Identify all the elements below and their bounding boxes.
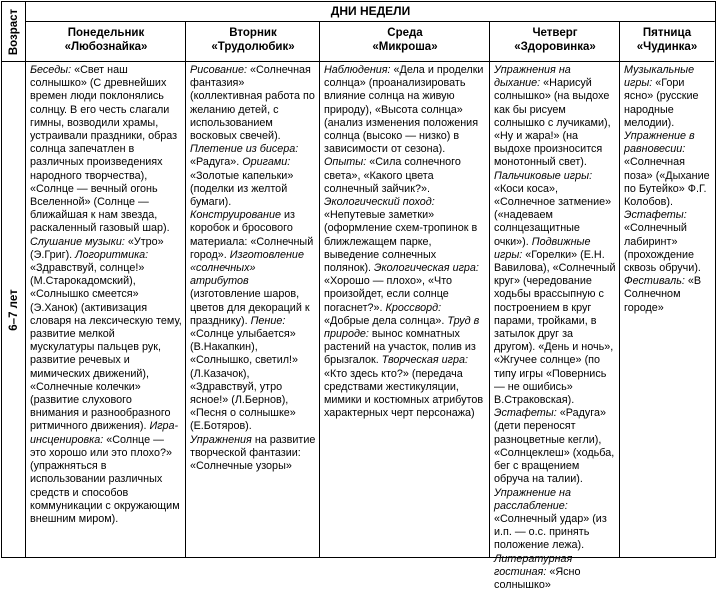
activity-heading: Опыты: [324, 156, 367, 169]
age-value-cell [2, 62, 26, 557]
table-title: ДНИ НЕДЕЛИ [26, 2, 715, 22]
day-name: Пятница [642, 27, 692, 39]
activity-text: из коробок и бросового материала: «Солнечный город». [190, 209, 314, 261]
activity-text: «Гори ясно» (русские народные мелодии). [624, 77, 699, 129]
activity-text: «Хорошо — плохо», «Что произойдет, если солнце погаснет?». [324, 275, 453, 314]
activity-heading: Литературная гостиная: [494, 552, 573, 578]
activity-heading: Упражнения [190, 433, 252, 446]
activity-text: «Ясно солнышко» [494, 565, 581, 591]
activity-heading: Игра-инсценировка: [30, 420, 179, 446]
activity-text: на развитие творческой фантазии: «Солнечные узоры» [190, 433, 316, 473]
activity-text: «Солнечная поза» («Дыхание по Бутейко» Ф.Г. Колобов). [624, 156, 710, 209]
activity-heading: Пение: [250, 314, 286, 327]
activity-heading: Экологический поход: [324, 196, 435, 209]
activity-text: «Сила солнечного света», «Какого цвета солнечный зайчик?». [324, 156, 461, 195]
activity-text: «Нарисуй солнышко» (на выдохе как бы рисуем солнышко с лучиками), «Ну и жара!» (на выдохе произносится монотонный свет). [494, 77, 611, 169]
day-subtitle: «Здоровинка» [514, 41, 596, 53]
activity-heading: Подвижные игры: [494, 235, 591, 261]
activity-text: «Солнце улыбается» (В.Накапкин), «Солнышко, светил!» (Л.Казачок), «Здравствуй, утро ясное!» (Л.Бернов), «Песня о солнышке» (Е.Ботяров). [190, 328, 299, 433]
activity-heading: Труд в природе: [324, 314, 480, 341]
activity-heading: Фестиваль: [624, 275, 685, 288]
activity-text: «Солнечная фантазия» (коллективная работа по желанию детей, с использованием восковых свечей). [190, 64, 315, 143]
activity-heading: Кроссворд: [385, 301, 442, 314]
activity-heading: Логоритмика: [75, 248, 149, 261]
activity-heading: Наблюдения: [324, 64, 391, 76]
activity-text: «Здравствуй, солнце!» (М.Старокадомский), «Солнышко смеется» (Э.Ханок) (активизация словаря на лексическую тему, развитие мелкой мускулатуры пальцев рук, развитие речевых и мимических движений), «Солнечные колечки» (развитие слухового внимания и разнообразного ритмичного движения). [30, 262, 182, 433]
activity-text: «Радуга». [190, 156, 243, 169]
activity-text: «Горелки» (Е.Н. Вавилова), «Солнечный круг» (чередование ходьбы врассыпную с построением в круг парами, тройками, в затылок друг за другом). «День и ночь», «Жгучее солнце» (по типу игры «Повернись — не ошибись» В.Страковская). [494, 248, 616, 407]
activity-heading: Творческая игра: [381, 354, 469, 367]
day-header-monday [26, 22, 186, 62]
day-name: Понедельник [67, 27, 145, 39]
monday-activities [26, 62, 185, 557]
friday-activities [620, 62, 714, 557]
activity-heading: Слушание музыки: [30, 235, 125, 248]
activity-text: «Солнце — это хорошо или это плохо?» (упражняться в использовании различных средств и способов коммуникации с окружающим внешним миром). [30, 433, 180, 525]
activity-heading: Упражнения на дыхание: [494, 64, 571, 90]
day-header-tuesday [186, 22, 320, 62]
age-header-cell [2, 2, 26, 62]
age-value: 6–7 лет [8, 288, 20, 331]
day-header-friday [620, 22, 714, 62]
weekly-plan-table [1, 1, 716, 591]
activity-heading: Упражнение на расслабление: [494, 486, 572, 512]
day-name: Среда [387, 27, 423, 39]
activity-heading: Эстафеты: [494, 407, 557, 420]
day-header-thursday [490, 22, 620, 62]
activity-heading: Конструирование [190, 209, 281, 222]
activity-text: «Коси коса», «Солнечное затмение» («надеваем солнцезащитные очки»). [494, 182, 612, 248]
day-subtitle: «Любознайка» [64, 41, 148, 53]
day-header-wednesday [320, 22, 490, 62]
activity-text: «Дела и проделки солнца» (проанализировать влияние солнца на живую природу), «Высота солнца» (анализ изменения положения солнца (высоко — низко) в зависимости от сезона). [324, 64, 484, 156]
tuesday-activities [186, 62, 319, 557]
activity-heading: Пальчиковые игры: [494, 169, 593, 182]
activity-heading: Оригами: [242, 156, 291, 169]
activity-text: «Золотые капельки» (поделки из желтой бумаги). [190, 169, 294, 209]
activity-text: «Свет наш солнышко» (С древнейших времен люди поклонялись солнцу. В его честь слагали гимны, возводили храмы, устраивали праздники, образ солнца запечатлен в различных произведениях народного творчества), «Солнце — вечный огонь Вселенной» (Солнце — ближайшая к нам звезда, раскаленный газовый шар). [30, 64, 178, 235]
day-name: Вторник [229, 27, 277, 39]
wednesday-activities [320, 62, 489, 557]
activity-text: «Непутевые заметки» (оформление схем-тропинок в ближлежащем парке, выведение солнечных полянок). [324, 209, 478, 275]
activity-text: «Добрые дела солнца». [324, 314, 448, 327]
activity-heading: Упражнение в равновесии: [624, 130, 695, 156]
day-name: Четверг [532, 27, 578, 39]
thursday-activities [490, 62, 619, 591]
activity-text: «Кто здесь кто?» (передача средствами жестикуляции, мимики и костюмных атрибутов характерных черт персонажа) [324, 367, 484, 420]
day-subtitle: «Чудинка» [636, 41, 698, 53]
activity-heading: Изготовление «солнечных» атрибутов [190, 248, 304, 288]
activity-heading: Беседы: [30, 64, 72, 76]
activity-heading: Рисование: [190, 64, 247, 76]
activity-text: «В Солнечном городе» [624, 275, 702, 314]
age-column [2, 2, 26, 557]
activity-text: «Радуга» (дети переносят разноцветные кегли), «Солнцеклеш» (ходьба, бег с вращением обруча на талии). [494, 407, 615, 486]
activity-heading: Плетение из бисера: [190, 143, 299, 156]
activity-text: (изготовление шаров, цветов для декораций к празднику). [190, 288, 310, 327]
activity-heading: Эстафеты: [624, 209, 687, 222]
activity-text: «Солнечный лабиринт» (прохождение сквозь обручи). [624, 222, 701, 275]
day-subtitle: «Трудолюбик» [211, 41, 295, 53]
activity-heading: Экологическая игра: [374, 262, 479, 275]
activity-text: «Солнечный удар» (из и.п. — о.с. принять положение лежа). [494, 512, 607, 552]
activity-text: «Утро» (Э.Григ). [30, 235, 164, 261]
activity-text: вынос комнатных растений на участок, полив из брызгалок. [324, 328, 476, 367]
age-header-label: Возраст [8, 8, 20, 55]
day-subtitle: «Микроша» [372, 41, 438, 53]
activity-heading: Музыкальные игры: [624, 64, 695, 90]
